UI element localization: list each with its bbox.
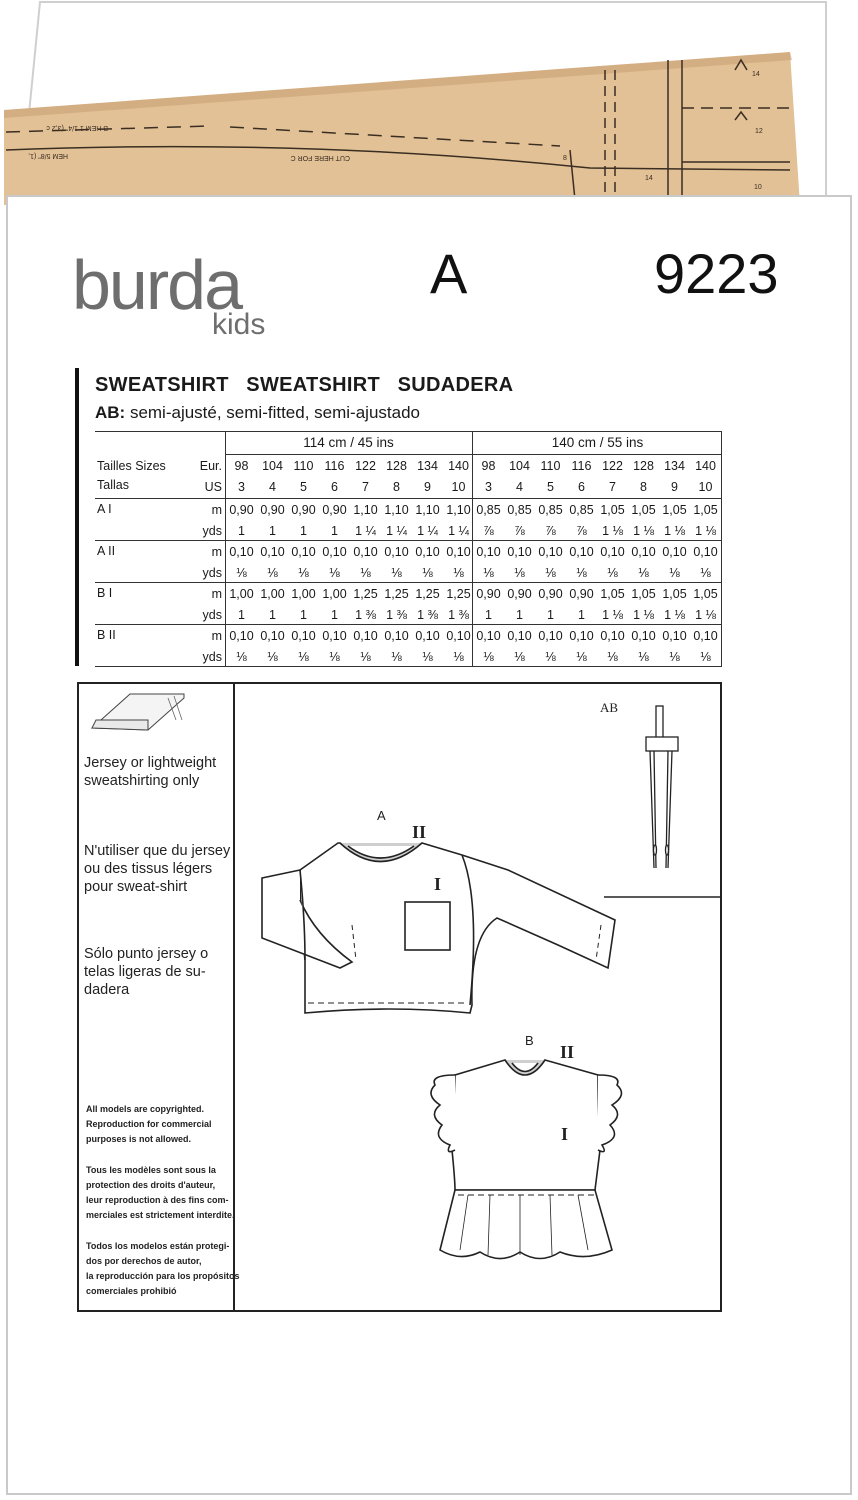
yard-value: 1: [331, 524, 338, 538]
meter-value: 1,00: [260, 587, 285, 601]
unit-m: m: [211, 587, 222, 601]
meter-value: 1,05: [631, 587, 656, 601]
meter-value: 0,90: [322, 503, 347, 517]
meter-value: 1,25: [446, 587, 471, 601]
meter-value: 0,10: [569, 629, 594, 643]
eur-size: 104: [262, 459, 283, 473]
yard-value: 1 ⅛: [695, 524, 716, 538]
tissue-label-cut: CUT HERE FOR C: [290, 154, 350, 161]
yard-value: ⅛: [267, 650, 278, 664]
yard-value: ⅛: [545, 566, 556, 580]
us-size: 10: [451, 480, 466, 494]
tissue-label-14a: 14: [645, 175, 653, 182]
yard-value: ⅛: [298, 566, 309, 580]
yard-value: ⅛: [700, 566, 711, 580]
meter-value: 0,10: [476, 545, 501, 559]
tissue-label-8: 8: [563, 155, 567, 162]
meter-value: 1,10: [446, 503, 471, 517]
view-a-part2: II: [412, 822, 427, 842]
meter-value: 0,10: [446, 545, 471, 559]
view-a-sweatshirt: [262, 843, 615, 1013]
us-size: 3: [485, 480, 492, 494]
meter-value: 0,85: [569, 503, 594, 517]
yard-value: 1: [238, 608, 245, 622]
brand-sub: kids: [212, 308, 266, 341]
yard-value: 1 ⅛: [695, 608, 716, 622]
meter-value: 1,05: [631, 503, 656, 517]
eur-size: 98: [481, 459, 496, 473]
us-size: 3: [238, 480, 245, 494]
technical-drawings: [235, 684, 720, 1310]
meter-value: 0,10: [415, 545, 440, 559]
yard-value: ⅛: [545, 650, 556, 664]
view-row-label: B II: [97, 628, 116, 642]
meter-value: 1,00: [322, 587, 347, 601]
tissue-label-hem: HEM 5/8" (1,: [28, 152, 68, 159]
yard-value: ⅛: [360, 566, 371, 580]
yard-value: 1 ⅛: [664, 524, 685, 538]
us-size: 10: [698, 480, 713, 494]
yard-value: 1 ⅜: [448, 608, 469, 622]
fabric-en-line: sweatshirting only: [84, 773, 200, 789]
fabric-note-es: [84, 945, 208, 999]
yard-value: 1 ⅜: [355, 608, 376, 622]
yard-value: ⅛: [329, 650, 340, 664]
eur-size: 98: [234, 459, 249, 473]
us-size: 8: [640, 480, 647, 494]
meter-value: 0,85: [507, 503, 532, 517]
garment-title: SWEATSHIRT SWEATSHIRT SUDADERA: [95, 374, 514, 396]
us-size: 7: [609, 480, 616, 494]
eur-size: 110: [540, 459, 561, 473]
unit-m: m: [211, 503, 222, 517]
yard-value: ⅛: [607, 650, 618, 664]
meter-value: 1,10: [384, 503, 409, 517]
yard-value: 1 ⅛: [633, 524, 654, 538]
yard-value: ⅛: [298, 650, 309, 664]
eur-size: 116: [571, 459, 592, 473]
copyright-en: [86, 1102, 212, 1147]
twin-needle-icon: [646, 706, 678, 868]
meter-value: 0,10: [600, 545, 625, 559]
meter-value: 0,10: [229, 629, 254, 643]
yard-value: 1 ⅛: [633, 608, 654, 622]
view-a-part1: I: [434, 874, 442, 894]
yard-value: ⅞: [483, 524, 494, 538]
us-size: 5: [300, 480, 307, 494]
meter-value: 1,05: [600, 587, 625, 601]
yard-value: 1 ¼: [417, 524, 438, 538]
us-size: 6: [578, 480, 585, 494]
yard-value: ⅛: [669, 650, 680, 664]
yard-value: ⅛: [391, 566, 402, 580]
view-b-top: [431, 1060, 621, 1259]
copyright-line: Tous les modèles sont sous la: [86, 1165, 216, 1175]
copyright-line: purposes is not allowed.: [86, 1134, 192, 1144]
us-size: 4: [269, 480, 276, 494]
meter-value: 0,10: [384, 545, 409, 559]
meter-value: 0,85: [538, 503, 563, 517]
yard-value: ⅛: [638, 650, 649, 664]
unit-yds: yds: [202, 650, 222, 664]
us-size: 7: [362, 480, 369, 494]
yard-value: ⅛: [483, 650, 494, 664]
eur-size: 122: [355, 459, 376, 473]
copyright-line: Reproduction for commercial: [86, 1119, 212, 1129]
yard-value: ⅛: [267, 566, 278, 580]
view-letter: A: [430, 242, 468, 305]
meter-value: 0,10: [415, 629, 440, 643]
meter-value: 0,10: [507, 629, 532, 643]
yard-value: ⅛: [700, 650, 711, 664]
meter-value: 1,00: [229, 587, 254, 601]
tissue-label-hem-b: B HEM 1 1/4" (3,2 c: [46, 124, 108, 131]
copyright-line: dos por derechos de autor,: [86, 1256, 202, 1266]
meter-value: 0,10: [353, 545, 378, 559]
copyright-line: Todos los modelos están protegi-: [86, 1241, 230, 1251]
yard-value: 1: [547, 608, 554, 622]
yard-value: 1 ⅜: [417, 608, 438, 622]
meter-value: 0,10: [538, 629, 563, 643]
us-size: 9: [671, 480, 678, 494]
us-size: 5: [547, 480, 554, 494]
eur-size: 122: [602, 459, 623, 473]
yard-value: 1: [300, 524, 307, 538]
us-size: 9: [424, 480, 431, 494]
yard-value: 1 ⅛: [664, 608, 685, 622]
copyright-fr: [86, 1163, 235, 1223]
fabric-es-line: telas ligeras de su-: [84, 964, 206, 980]
width-header-140: 140 cm / 55 ins: [551, 435, 644, 450]
yard-value: 1 ¼: [386, 524, 407, 538]
fit-prefix: AB:: [95, 403, 126, 422]
yard-value: ⅛: [607, 566, 618, 580]
meter-value: 0,10: [260, 629, 285, 643]
meter-value: 0,10: [507, 545, 532, 559]
eur-label: Eur.: [199, 459, 222, 473]
meter-value: 0,10: [322, 545, 347, 559]
tissue-label-10: 10: [754, 184, 762, 191]
meter-value: 0,10: [569, 545, 594, 559]
meter-value: 0,90: [291, 503, 316, 517]
fit-text: semi-ajusté, semi-fitted, semi-ajustado: [125, 403, 420, 422]
eur-size: 140: [695, 459, 716, 473]
eur-size: 104: [509, 459, 530, 473]
eur-size: 140: [448, 459, 469, 473]
yard-value: ⅛: [576, 566, 587, 580]
fabric-note-fr: [84, 842, 230, 896]
yard-value: ⅛: [514, 566, 525, 580]
fabric-fr-line: ou des tissus légers: [84, 861, 213, 877]
yard-value: 1: [331, 608, 338, 622]
meter-value: 1,05: [662, 503, 687, 517]
meter-value: 1,05: [662, 587, 687, 601]
needle-label: AB: [600, 700, 619, 715]
view-a-label: A: [377, 808, 386, 823]
yard-value: ⅛: [422, 566, 433, 580]
yard-value: ⅛: [576, 650, 587, 664]
meter-value: 0,10: [446, 629, 471, 643]
unit-yds: yds: [202, 608, 222, 622]
meter-value: 0,10: [291, 629, 316, 643]
meter-value: 1,05: [693, 587, 718, 601]
meter-value: 0,10: [353, 629, 378, 643]
eur-size: 134: [664, 459, 685, 473]
meter-value: 0,10: [291, 545, 316, 559]
yard-value: ⅞: [514, 524, 525, 538]
yard-value: 1 ¼: [355, 524, 376, 538]
unit-yds: yds: [202, 566, 222, 580]
yard-value: 1 ⅛: [602, 608, 623, 622]
copyright-line: leur reproduction à des fins com-: [86, 1195, 229, 1205]
copyright-line: protection des droits d'auteur,: [86, 1180, 216, 1190]
tissue-label-12: 12: [755, 128, 763, 135]
yard-value: 1: [516, 608, 523, 622]
yard-value: ⅛: [236, 566, 247, 580]
unit-m: m: [211, 629, 222, 643]
brand-logo: burda: [72, 246, 242, 324]
us-size: 8: [393, 480, 400, 494]
view-b-part1: I: [561, 1124, 569, 1144]
meter-value: 0,90: [260, 503, 285, 517]
yard-value: ⅛: [638, 566, 649, 580]
us-size: 6: [331, 480, 338, 494]
meter-value: 0,10: [538, 545, 563, 559]
tissue-label-14b: 14: [752, 71, 760, 78]
meter-value: 1,05: [600, 503, 625, 517]
fabric-en-line: Jersey or lightweight: [84, 755, 217, 771]
yard-value: ⅛: [669, 566, 680, 580]
eur-size: 116: [324, 459, 345, 473]
copyright-es: [86, 1239, 240, 1299]
fabric-note-en: [84, 754, 216, 790]
meter-value: 0,10: [600, 629, 625, 643]
yard-value: ⅞: [576, 524, 587, 538]
meter-value: 0,10: [631, 629, 656, 643]
us-size: 4: [516, 480, 523, 494]
yard-value: 1: [269, 608, 276, 622]
copyright-line: All models are copyrighted.: [86, 1104, 205, 1114]
fabric-es-line: Sólo punto jersey o: [84, 946, 209, 962]
yard-value: 1 ⅜: [386, 608, 407, 622]
fit-description: [95, 403, 420, 423]
fabric-es-line: dadera: [84, 982, 130, 998]
meter-value: 0,10: [476, 629, 501, 643]
meter-value: 0,90: [538, 587, 563, 601]
yard-value: 1: [578, 608, 585, 622]
size-label: Tailles Sizes: [97, 459, 166, 473]
yard-value: ⅛: [360, 650, 371, 664]
meter-value: 0,10: [662, 629, 687, 643]
yard-value: 1: [300, 608, 307, 622]
size-label-es: Tallas: [97, 478, 129, 492]
meter-value: 1,10: [353, 503, 378, 517]
meter-value: 0,10: [229, 545, 254, 559]
view-b-part2: II: [560, 1042, 575, 1062]
meter-value: 1,25: [353, 587, 378, 601]
view-b-label: B: [525, 1033, 534, 1048]
yard-value: 1 ⅛: [602, 524, 623, 538]
fabric-fr-line: N'utiliser que du jersey: [84, 843, 231, 859]
pattern-number: 9223: [654, 242, 779, 305]
yard-value: ⅛: [236, 650, 247, 664]
unit-yds: yds: [202, 524, 222, 538]
meter-value: 1,25: [415, 587, 440, 601]
view-row-label: A II: [97, 544, 116, 558]
yard-value: 1 ¼: [448, 524, 469, 538]
yard-value: ⅛: [483, 566, 494, 580]
fabric-fr-line: pour sweat-shirt: [84, 879, 188, 895]
meter-value: 0,10: [384, 629, 409, 643]
yard-value: ⅛: [453, 566, 464, 580]
eur-size: 128: [386, 459, 407, 473]
eur-size: 110: [293, 459, 314, 473]
yard-value: 1: [238, 524, 245, 538]
meter-value: 0,10: [662, 545, 687, 559]
unit-m: m: [211, 545, 222, 559]
meter-value: 0,90: [569, 587, 594, 601]
meter-value: 0,10: [260, 545, 285, 559]
yardage-table: [95, 431, 722, 667]
meter-value: 0,10: [322, 629, 347, 643]
width-header-114: 114 cm / 45 ins: [303, 435, 394, 450]
copyright-line: merciales est strictement interdite.: [86, 1210, 235, 1220]
yard-value: ⅛: [422, 650, 433, 664]
yard-value: ⅛: [453, 650, 464, 664]
meter-value: 1,00: [291, 587, 316, 601]
meter-value: 0,90: [229, 503, 254, 517]
yard-value: ⅛: [391, 650, 402, 664]
yard-value: ⅛: [329, 566, 340, 580]
eur-size: 134: [417, 459, 438, 473]
meter-value: 0,10: [631, 545, 656, 559]
eur-size: 128: [633, 459, 654, 473]
meter-value: 0,90: [507, 587, 532, 601]
meter-value: 1,25: [384, 587, 409, 601]
yard-value: ⅞: [545, 524, 556, 538]
view-row-label: B I: [97, 586, 113, 600]
meter-value: 1,05: [693, 503, 718, 517]
fabric-bolt-icon: [88, 690, 188, 735]
copyright-line: la reproducción para los propósitos: [86, 1271, 240, 1281]
yard-value: 1: [269, 524, 276, 538]
yard-value: ⅛: [514, 650, 525, 664]
view-row-label: A I: [97, 502, 112, 516]
meter-value: 1,10: [415, 503, 440, 517]
meter-value: 0,10: [693, 629, 718, 643]
copyright-line: comerciales prohibió: [86, 1286, 177, 1296]
meter-value: 0,90: [476, 587, 501, 601]
meter-value: 0,10: [693, 545, 718, 559]
meter-value: 0,85: [476, 503, 501, 517]
section-bar: [75, 368, 79, 666]
us-label: US: [204, 480, 222, 494]
yard-value: 1: [485, 608, 492, 622]
